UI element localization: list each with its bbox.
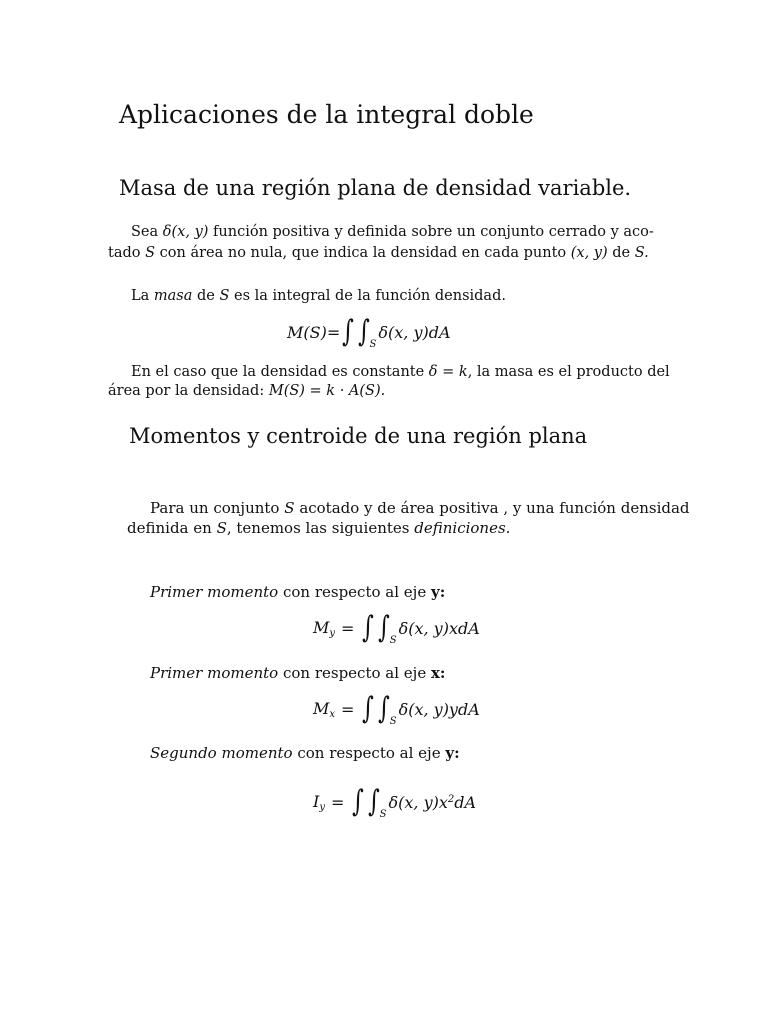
section-heading-moments: Momentos y centroide de una región plana (129, 424, 588, 448)
integral-sign: ∫ (378, 691, 390, 726)
text: con área no nula, que indica la densidad en cada punto (159, 245, 567, 261)
mass-equation (287, 310, 451, 354)
definitions-term: definiciones. (414, 519, 511, 537)
integral-domain: S (389, 634, 397, 646)
integral-sign: ∫ (362, 691, 375, 726)
axis-label: y: (430, 583, 446, 601)
integral-sign: ∫ (367, 784, 380, 819)
moment-equation-iy (313, 780, 476, 824)
text: es la integral de la función densidad. (234, 288, 506, 304)
integral-sign: ∫ (362, 610, 375, 645)
text: con respecto al eje (297, 744, 441, 762)
moment-label (150, 581, 445, 604)
integral-domain: S (379, 808, 387, 820)
mass-paragraph-line-2 (108, 242, 649, 264)
moment-label (150, 742, 460, 765)
moment-name: Segundo momento (150, 744, 293, 762)
text: Para un conjunto (150, 499, 280, 517)
text: con respecto al eje (282, 664, 427, 682)
set-symbol: S (145, 245, 156, 261)
set-symbol: S. (634, 245, 649, 261)
mass-paragraph-line-1 (131, 221, 654, 243)
equals-sign: = (341, 699, 355, 719)
text: definida en (127, 519, 212, 537)
moment-name: Primer momento (150, 664, 279, 682)
integral-sign: ∫ (378, 610, 390, 645)
eq-rhs: δ(x, y)xdA (398, 618, 480, 638)
mass-product-eq: M(S) = k · A(S). (268, 383, 386, 399)
eq-rhs: δ(x, y)dA (378, 322, 451, 342)
point-symbol: (x, y) (570, 245, 608, 261)
eq-rhs: δ(x, $y)x^2dA$ (388, 792, 477, 812)
mass-definition-line (131, 285, 506, 307)
moment-equation-mx (313, 687, 480, 731)
moment-name: Primer momento (150, 583, 279, 601)
integral-domain: S (389, 715, 397, 727)
moments-paragraph-line-2 (127, 517, 510, 540)
text: de (612, 245, 631, 261)
equals-sign: = (330, 792, 345, 812)
integral-sign: ∫ (357, 314, 370, 349)
text: , la masa es el producto del (467, 364, 670, 380)
text: de (196, 288, 215, 304)
integral-sign: ∫ (342, 314, 354, 349)
eq-lhs: Iy (313, 791, 325, 813)
axis-label: x: (430, 664, 446, 682)
eq-lhs: My (313, 617, 336, 639)
page-title: Aplicaciones de la integral doble (119, 100, 534, 129)
integral-sign: ∫ (352, 784, 365, 819)
text: Sea (131, 224, 159, 240)
text: con respecto al eje (282, 583, 427, 601)
axis-label: y: (445, 744, 460, 762)
eq-rhs: δ(x, y)ydA (398, 699, 480, 719)
text: , tenemos las siguientes (226, 519, 410, 537)
set-symbol: S (216, 519, 227, 537)
equals-sign: = (341, 618, 355, 638)
moment-equation-my (313, 606, 480, 650)
text: tado (108, 245, 141, 261)
eq-lhs: M(S)= (287, 322, 341, 342)
text: La (131, 288, 150, 304)
density-symbol: δ(x, y) (162, 224, 209, 240)
constant-density-line-2 (108, 380, 385, 402)
text: área por la densidad: (108, 383, 265, 399)
moment-label (150, 662, 445, 685)
integral-domain: S (369, 338, 377, 350)
eq-lhs: Mx (313, 698, 336, 720)
section-heading-mass: Masa de una región plana de densidad variable. (119, 176, 632, 200)
set-symbol: S (284, 499, 295, 517)
set-symbol: S (219, 288, 230, 304)
mass-term: masa (153, 288, 193, 304)
text: acotado y de área positiva , y una función densidad (299, 499, 690, 517)
text: En el caso que la densidad es constante (131, 364, 425, 380)
constant-density-eq: δ = k (428, 364, 468, 380)
text: función positiva y definida sobre un conjunto cerrado y aco- (213, 224, 654, 240)
